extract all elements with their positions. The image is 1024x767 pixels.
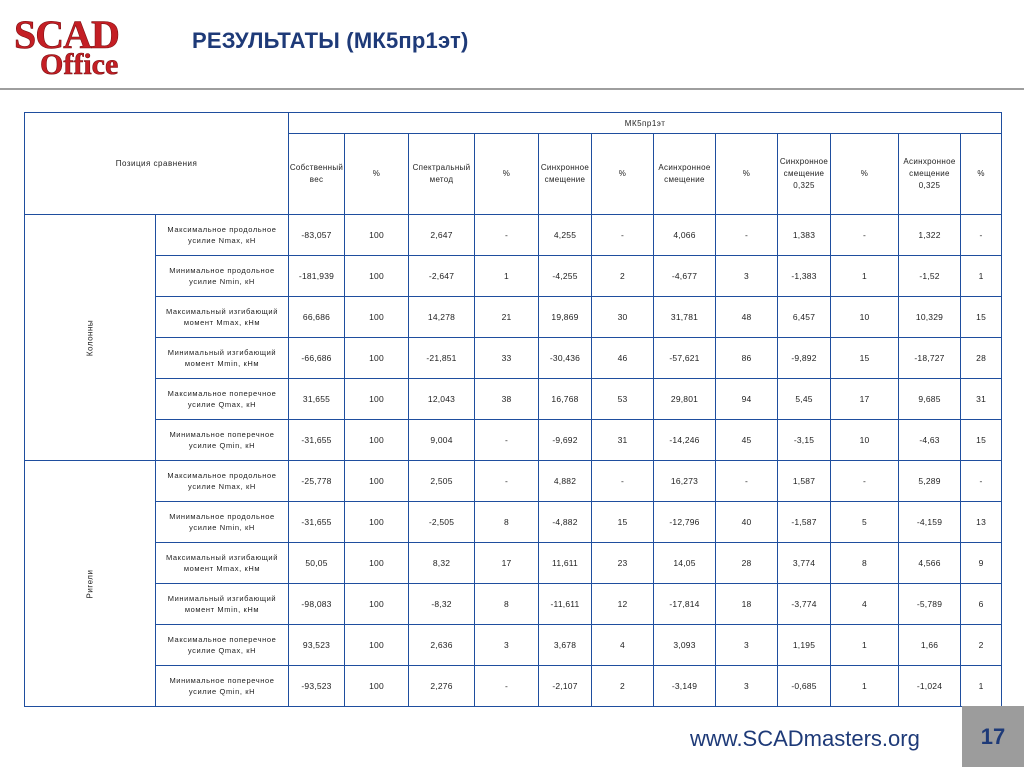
table-cell: -4,677 [654,256,716,297]
table-cell: 3 [716,666,778,707]
table-cell: 100 [345,584,409,625]
element-group-cell [25,461,156,707]
table-cell: - [475,666,539,707]
table-cell: 2,636 [409,625,475,666]
table-cell: -14,246 [654,420,716,461]
table-cell: - [592,461,654,502]
table-cell: - [961,461,1002,502]
row-label: Минимальный изгибающий момент Mmin, кНм [156,338,289,379]
table-cell: -30,436 [539,338,592,379]
table-cell: -25,778 [289,461,345,502]
table-cell: 6,457 [778,297,831,338]
table-cell: 100 [345,461,409,502]
row-label: Максимальный изгибающий момент Mmax, кНм [156,297,289,338]
table-cell: 8 [831,543,899,584]
table-cell: -93,523 [289,666,345,707]
table-cell: 4 [592,625,654,666]
table-cell: 14,278 [409,297,475,338]
table-cell: - [831,461,899,502]
column-header-percent: % [345,134,409,215]
table-row [25,666,1002,707]
table-cell: -9,692 [539,420,592,461]
table-cell: -3,149 [654,666,716,707]
column-header: Асинхронное смещение [654,134,716,215]
table-cell: 16,768 [539,379,592,420]
footer-website-link[interactable]: www.SCADmasters.org [690,726,920,751]
table-cell: 100 [345,379,409,420]
table-cell: 1 [831,256,899,297]
logo-text-bottom: Office [40,48,119,78]
table-cell: 100 [345,543,409,584]
table-cell: 8 [475,584,539,625]
slide-title: РЕЗУЛЬТАТЫ (МК5пр1эт) [192,28,469,53]
row-label: Максимальное поперечное усилие Qmax, кН [156,379,289,420]
table-cell: 100 [345,338,409,379]
table-cell: 28 [716,543,778,584]
element-group-cell [25,215,156,461]
table-cell: 2,505 [409,461,475,502]
table-cell: 12 [592,584,654,625]
table-cell: -0,685 [778,666,831,707]
element-group-label: Ригели [85,569,95,598]
table-cell: 10,329 [899,297,961,338]
table-cell: -2,107 [539,666,592,707]
table-cell: 2 [961,625,1002,666]
table-cell: 3 [716,625,778,666]
table-cell: -2,647 [409,256,475,297]
header-divider [0,88,1024,90]
table-cell: -2,505 [409,502,475,543]
table-row [25,215,1002,256]
column-header: Спектральный метод [409,134,475,215]
table-cell: 17 [831,379,899,420]
table-cell: - [716,461,778,502]
table-cell: 31,655 [289,379,345,420]
table-cell: 1 [961,256,1002,297]
table-cell: 9 [961,543,1002,584]
row-label: Минимальный изгибающий момент Mmin, кНм [156,584,289,625]
table-cell: -31,655 [289,502,345,543]
column-header: Асинхронное смещение 0,325 [899,134,961,215]
table-cell: 4,566 [899,543,961,584]
table-cell: 3 [716,256,778,297]
table-cell: -4,63 [899,420,961,461]
row-label: Максимальное поперечное усилие Qmax, кН [156,625,289,666]
table-cell: 2 [592,256,654,297]
table-cell: -3,15 [778,420,831,461]
table-cell: - [961,215,1002,256]
table-cell: 9,004 [409,420,475,461]
table-cell: 5,289 [899,461,961,502]
table-cell: 40 [716,502,778,543]
table-cell: 30 [592,297,654,338]
column-header-percent: % [961,134,1002,215]
table-cell: 1 [831,666,899,707]
table-cell: -1,52 [899,256,961,297]
table-caption: МК5пр1эт [289,113,1002,134]
table-cell: 93,523 [289,625,345,666]
table-cell: 94 [716,379,778,420]
column-header-percent: % [831,134,899,215]
table-cell: - [592,215,654,256]
table-cell: -18,727 [899,338,961,379]
column-header: Синхронное смещение 0,325 [778,134,831,215]
table-cell: 17 [475,543,539,584]
table-cell: -5,789 [899,584,961,625]
table-row [25,256,1002,297]
table-cell: -9,892 [778,338,831,379]
table-cell: 3,093 [654,625,716,666]
table-cell: 21 [475,297,539,338]
table-cell: -21,851 [409,338,475,379]
table-cell: -17,814 [654,584,716,625]
table-cell: 66,686 [289,297,345,338]
table-cell: -12,796 [654,502,716,543]
table-row [25,379,1002,420]
table-cell: 18 [716,584,778,625]
element-group-label: Колонны [85,319,95,356]
table-cell: 29,801 [654,379,716,420]
table-cell: -31,655 [289,420,345,461]
table-cell: - [475,420,539,461]
table-cell: 8 [475,502,539,543]
table-cell: 50,05 [289,543,345,584]
column-header-percent: % [592,134,654,215]
scad-office-logo [10,12,176,78]
table-cell: 6 [961,584,1002,625]
logo-text-top: SCAD [14,12,119,57]
table-row [25,297,1002,338]
column-header: Собственный вес [289,134,345,215]
table-row [25,502,1002,543]
table-cell: 15 [961,420,1002,461]
table-row [25,461,1002,502]
table-cell: 100 [345,502,409,543]
page-number: 17 [962,706,1024,767]
table-cell: 2,276 [409,666,475,707]
table-cell: -98,083 [289,584,345,625]
row-label: Минимальное поперечное усилие Qmin, кН [156,666,289,707]
table-cell: 28 [961,338,1002,379]
table-cell: 13 [961,502,1002,543]
table-cell: 16,273 [654,461,716,502]
table-cell: 1,66 [899,625,961,666]
table-cell: -4,159 [899,502,961,543]
table-cell: -4,255 [539,256,592,297]
table-cell: 48 [716,297,778,338]
table-cell: - [716,215,778,256]
table-body [25,215,1002,707]
table-cell: 9,685 [899,379,961,420]
table-cell: 10 [831,420,899,461]
table-cell: 33 [475,338,539,379]
table-cell: 100 [345,215,409,256]
table-cell: 4,882 [539,461,592,502]
table-cell: -57,621 [654,338,716,379]
column-header: Синхронное смещение [539,134,592,215]
table-cell: 15 [831,338,899,379]
table-cell: 1,587 [778,461,831,502]
table-cell: 53 [592,379,654,420]
table-cell: 100 [345,256,409,297]
table-cell: -66,686 [289,338,345,379]
table-cell: 1,383 [778,215,831,256]
table-row [25,420,1002,461]
table-cell: 14,05 [654,543,716,584]
table-cell: 23 [592,543,654,584]
table-cell: -11,611 [539,584,592,625]
table-cell: 1 [475,256,539,297]
table-cell: 4 [831,584,899,625]
table-cell: 5,45 [778,379,831,420]
table-cell: -1,024 [899,666,961,707]
table-cell: -8,32 [409,584,475,625]
table-cell: 8,32 [409,543,475,584]
table-cell: 12,043 [409,379,475,420]
row-label: Максимальное продольное усилие Nmax, кН [156,461,289,502]
table-row [25,584,1002,625]
table-cell: 31 [592,420,654,461]
table-cell: 3,678 [539,625,592,666]
row-label: Минимальное продольное усилие Nmin, кН [156,256,289,297]
table-cell: 100 [345,297,409,338]
table-cell: -181,939 [289,256,345,297]
table-cell: 3 [475,625,539,666]
table-cell: 5 [831,502,899,543]
column-header-percent: % [716,134,778,215]
table-cell: 31,781 [654,297,716,338]
row-label: Минимальное продольное усилие Nmin, кН [156,502,289,543]
table-cell: -1,383 [778,256,831,297]
table-row [25,338,1002,379]
comparison-position-header: Позиция сравнения [25,113,289,215]
table-cell: 1 [961,666,1002,707]
table-cell: 15 [961,297,1002,338]
table-cell: 100 [345,420,409,461]
table-cell: -83,057 [289,215,345,256]
results-table [24,112,1002,707]
table-cell: 1,195 [778,625,831,666]
table-cell: 2 [592,666,654,707]
table-cell: 1,322 [899,215,961,256]
row-label: Максимальный изгибающий момент Mmax, кНм [156,543,289,584]
table-cell: 31 [961,379,1002,420]
column-header-percent: % [475,134,539,215]
table-cell: 19,869 [539,297,592,338]
table-cell: 38 [475,379,539,420]
table-row [25,543,1002,584]
table-cell: 100 [345,625,409,666]
table-cell: 10 [831,297,899,338]
row-label: Минимальное поперечное усилие Qmin, кН [156,420,289,461]
table-cell: 4,255 [539,215,592,256]
table-cell: 46 [592,338,654,379]
table-cell: 45 [716,420,778,461]
table-cell: - [475,461,539,502]
table-cell: 2,647 [409,215,475,256]
table-cell: - [475,215,539,256]
table-cell: - [831,215,899,256]
table-cell: 86 [716,338,778,379]
table-cell: 4,066 [654,215,716,256]
table-cell: 1 [831,625,899,666]
table-cell: 15 [592,502,654,543]
table-row [25,625,1002,666]
table-cell: -1,587 [778,502,831,543]
table-cell: 3,774 [778,543,831,584]
table-cell: 11,611 [539,543,592,584]
table-cell: 100 [345,666,409,707]
table-cell: -4,882 [539,502,592,543]
row-label: Максимальное продольное усилие Nmax, кН [156,215,289,256]
table-cell: -3,774 [778,584,831,625]
